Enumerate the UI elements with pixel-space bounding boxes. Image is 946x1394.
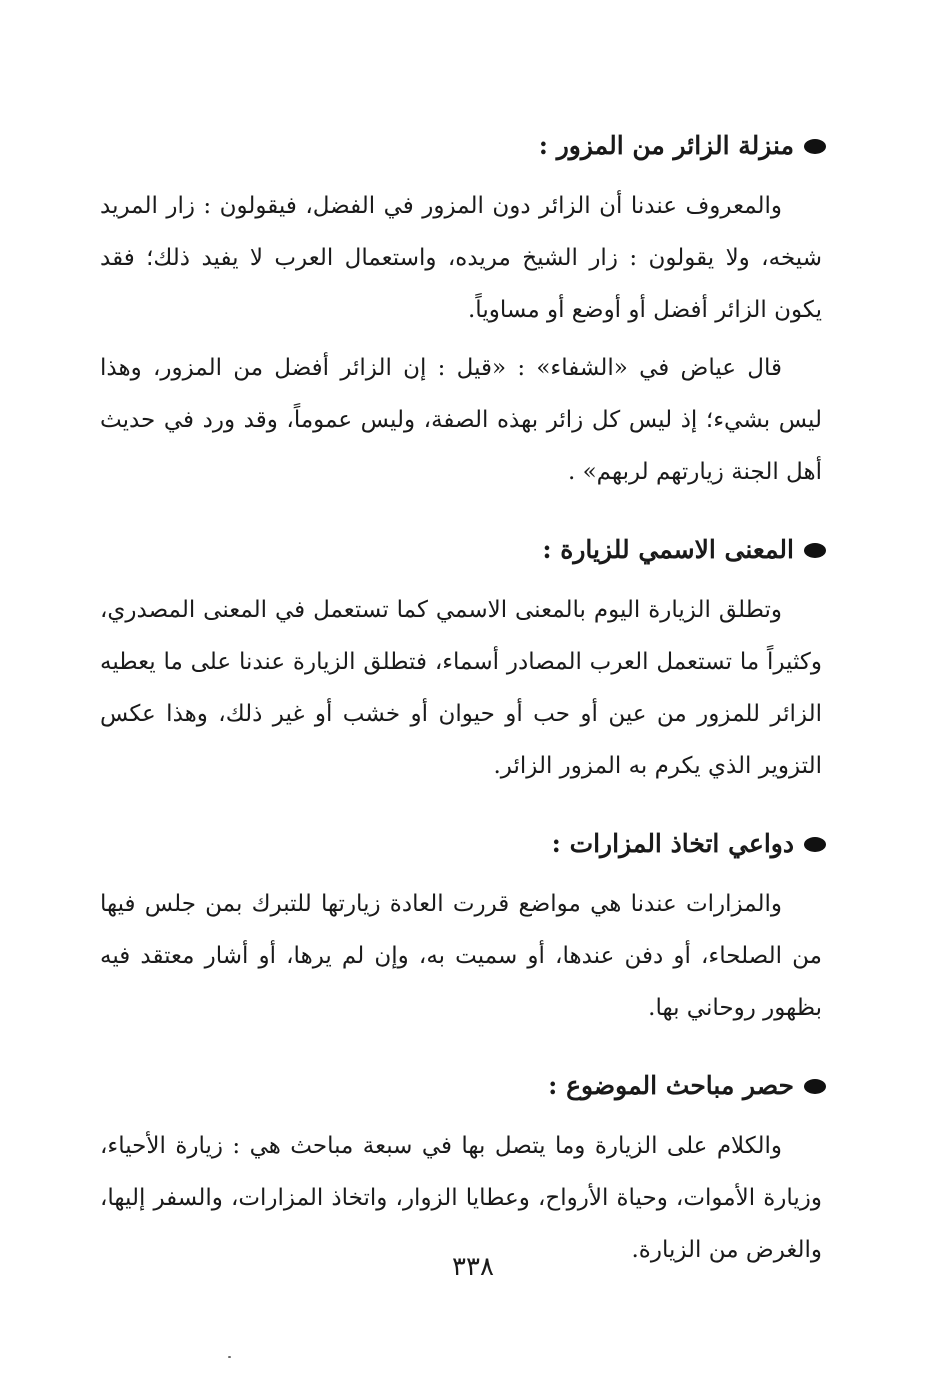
- section-heading-text: حصر مباحث الموضوع :: [548, 1071, 794, 1100]
- paragraph: قال عياض في «الشفاء» : «قيل : إن الزائر أفضل من المزور، وهذا ليس بشيء؛ إذ ليس كل زائر بهذه الصفة، وليس عموماً، وقد ورد في حديث أهل الجنة زيارتهم لربهم» .: [100, 355, 822, 485]
- paragraph: والكلام على الزيارة وما يتصل بها في سبعة مباحث هي : زيارة الأحياء، وزيارة الأموات، وحياة الأرواح، وعطايا الزوار، واتخاذ المزارات، والسفر إليها، والغرض من الزيارة.: [100, 1133, 822, 1263]
- section-topic-outline: [100, 1058, 822, 1276]
- bullet-icon: [804, 837, 826, 852]
- section-heading: [100, 522, 826, 578]
- page-number: ٣٣٨: [452, 1252, 494, 1282]
- section-nominal-meaning: [100, 522, 822, 792]
- bullet-icon: [804, 543, 826, 558]
- scan-speck: [228, 1356, 231, 1358]
- section-heading: [100, 816, 826, 872]
- section-heading: [100, 1058, 826, 1114]
- paragraph: والمعروف عندنا أن الزائر دون المزور في الفضل، فيقولون : زار المريد شيخه، ولا يقولون : زار الشيخ مريده، واستعمال العرب لا يفيد ذلك؛ فقد يكون الزائر أفضل أو أوضع أو مساوياً.: [100, 193, 822, 323]
- paragraph: وتطلق الزيارة اليوم بالمعنى الاسمي كما تستعمل في المعنى المصدري، وكثيراً ما تستعمل العرب المصادر أسماء، فتطلق الزيارة عندنا على ما يعطيه الزائر للمزور من عين أو حب أو حيوان أو خشب أو غير ذلك، وهذا عكس التزوير الذي يكرم به المزور الزائر.: [100, 597, 822, 779]
- section-visitor-status: [100, 118, 822, 498]
- section-heading: [100, 118, 826, 174]
- section-heading-text: منزلة الزائر من المزور :: [538, 131, 794, 160]
- bullet-icon: [804, 139, 826, 154]
- section-heading-text: المعنى الاسمي للزيارة :: [542, 535, 794, 564]
- paragraph: والمزارات عندنا هي مواضع قررت العادة زيارتها للتبرك بمن جلس فيها من الصلحاء، أو دفن عندها، أو سميت به، وإن لم يرها، أو أشار معتقد فيه بظهور روحاني بها.: [100, 891, 822, 1021]
- page-content: [100, 118, 822, 1276]
- bullet-icon: [804, 1079, 826, 1094]
- section-shrine-motives: [100, 816, 822, 1034]
- section-heading-text: دواعي اتخاذ المزارات :: [551, 829, 794, 858]
